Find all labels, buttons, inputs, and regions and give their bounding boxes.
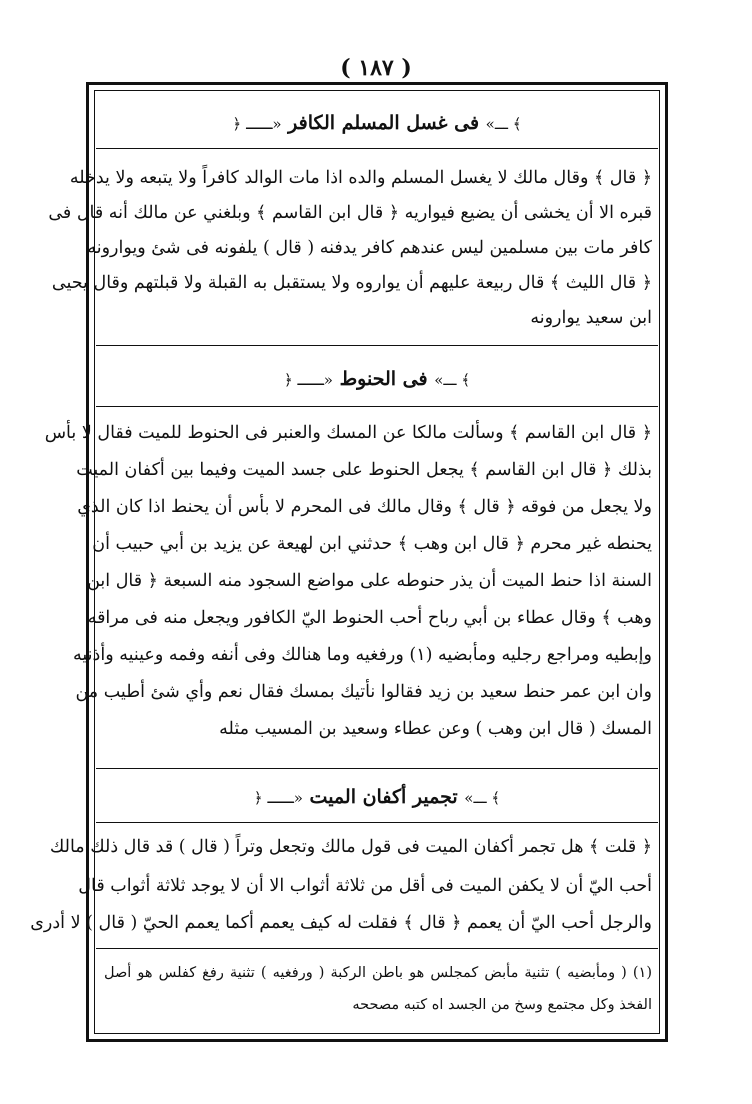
heading-ornament-left: «ـــ ﴿: [283, 371, 333, 389]
text-line: والرجل أحب اليّ أن يعمم ﴿ قال ﴾ فقلت له كيف يعمم أكما يعمم الحيّ ( قال ) لا أدرى: [30, 913, 652, 933]
text-line: ﴿ قلت ﴾ هل تجمر أكفان الميت فى قول مالك وتجعل وتراً ( قال ) قد قال ذلك مالك: [49, 837, 652, 857]
text-line: ﴿ قال ﴾ وقال مالك لا يغسل المسلم والده اذا مات الوالد كافراً ولا يتبعه ولا يدخله: [69, 168, 652, 188]
text-line: ابن سعيد يوارونه: [530, 308, 652, 328]
text-line: يحنطه غير محرم ﴿ قال ابن وهب ﴾ حدثني ابن لهيعة عن يزيد بن أبي حبيب أن: [92, 534, 652, 554]
text-line: وهب ﴾ وقال عطاء بن أبي رباح أحب الحنوط اليّ الكافور ويجعل منه فى مراقه: [87, 608, 652, 628]
text-line: وان ابن عمر حنط سعيد بن زيد فقالوا نأتيك بمسك فقال نعم وأي شئ أطيب من: [75, 682, 652, 702]
text-line: أحب اليّ أن لا يكفن الميت فى أقل من ثلاثة أثواب الا أن لا يوجد ثلاثة أثواب قال: [78, 876, 652, 896]
text-line: ﴿ قال ابن القاسم ﴾ وسألت مالكا عن المسك والعنبر فى الحنوط للميت فقال لا بأس: [44, 423, 652, 443]
heading-ornament-left: «ـــ ﴿: [232, 115, 282, 133]
section-divider: [96, 822, 658, 823]
section-title: فى الحنوط: [339, 368, 428, 390]
footnote-divider: [96, 948, 658, 949]
text-line: المسك ( قال ابن وهب ) وعن عطاء وسعيد بن المسيب مثله: [219, 719, 652, 739]
footnote-line: الفخذ وكل مجتمع وسخ من الجسد اه كتبه مصححه: [352, 997, 652, 1013]
text-line: كافر مات بين مسلمين ليس عندهم كافر يدفنه ( قال ) يلفونه فى شئ ويوارونه: [87, 238, 652, 258]
text-line: ﴿ قال الليث ﴾ قال ربيعة عليهم أن يواروه ولا يستقبل به القبلة ولا قبلتهم وقال يحيى: [51, 273, 652, 293]
footnote-line: (١) ( ومأبضيه ) تثنية مأبض كمجلس هو باطن الركبة ( ورفغيه ) تثنية رفغ كفلس هو أصل: [104, 965, 652, 981]
text-line: السنة اذا حنط الميت أن يذر حنوطه على مواضع السجود منه السبعة ﴿ قال ابن: [87, 571, 652, 591]
text-line: بذلك ﴿ قال ابن القاسم ﴾ يجعل الحنوط على جسد الميت وفيما بين أكفان الميت: [76, 460, 652, 480]
section-divider: [96, 148, 658, 149]
section-divider: [96, 406, 658, 407]
section-heading-embalming: [96, 368, 658, 390]
section-divider: [96, 345, 658, 346]
heading-ornament-left: «ـــ ﴿: [253, 789, 303, 807]
text-line: ولا يجعل من فوقه ﴿ قال ﴾ وقال مالك فى المحرم لا بأس أن يحنط اذا كان الذي: [77, 497, 652, 517]
heading-ornament-right: ﴾ ـــ»: [464, 789, 501, 807]
text-line: قبره الا أن يخشى أن يضيع فيواريه ﴿ قال ابن القاسم ﴾ وبلغني عن مالك أنه قال فى: [48, 203, 652, 223]
section-title: تجمير أكفان الميت: [309, 786, 458, 808]
section-heading-perfuming-shrouds: [96, 786, 658, 808]
section-divider: [96, 768, 658, 769]
text-line: وإبطيه ومراجع رجليه ومأبضيه (١) ورفغيه وما هنالك وفى أنفه وفمه وعينيه وأذنيه: [73, 645, 652, 665]
heading-ornament-right: ﴾ ـــ»: [485, 115, 522, 133]
page-number: ( ١٨٧ ): [340, 55, 412, 81]
section-title: فى غسل المسلم الكافر: [288, 112, 480, 134]
section-heading-washing-unbeliever: [96, 112, 658, 134]
heading-ornament-right: ﴾ ـــ»: [434, 371, 471, 389]
